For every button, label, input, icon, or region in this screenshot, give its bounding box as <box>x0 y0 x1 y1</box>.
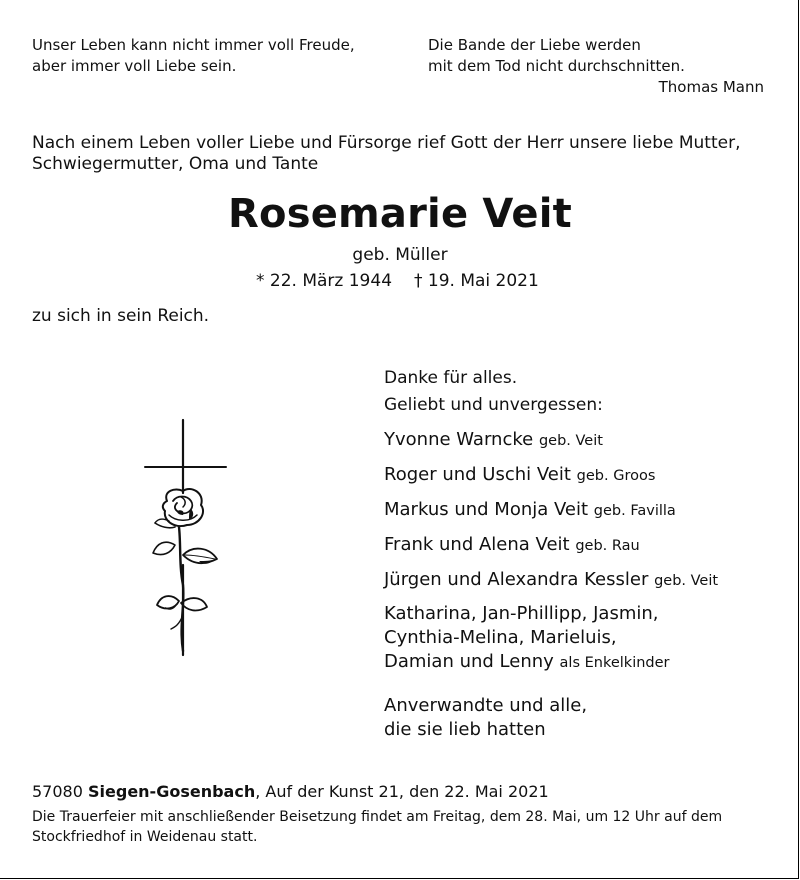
thanks-text: Danke für alles. <box>384 368 518 388</box>
grandchildren-line2: Cynthia-Melina, Marieluis, <box>384 627 617 648</box>
intro-line2: Schwiegermutter, Oma und Tante <box>32 154 319 174</box>
mourner-row <box>384 568 718 593</box>
intro-line1: Nach einem Leben voller Liebe und Fürsorge rief Gott der Herr unsere liebe Mutter, <box>32 133 741 153</box>
mourner-name: Roger und Uschi Veit <box>384 464 571 485</box>
mourner-note: geb. Groos <box>576 468 656 484</box>
mourner-row <box>384 533 640 558</box>
funeral-notice-line1: Die Trauerfeier mit anschließender Beisetzung findet am Freitag, dem 28. Mai, um 12 Uhr auf dem <box>32 809 723 825</box>
address-line <box>32 782 549 802</box>
funeral-notice <box>32 807 722 847</box>
relatives-line2: die sie lieb hatten <box>384 719 546 740</box>
mourner-row <box>384 498 676 523</box>
outro-text: zu sich in sein Reich. <box>32 306 210 326</box>
quote-right <box>428 35 685 77</box>
quote-right-line2: mit dem Tod nicht durchschnitten. <box>428 57 685 75</box>
funeral-notice-line2: Stockfriedhof in Weidenau statt. <box>32 829 258 845</box>
mourner-name: Yvonne Warncke <box>384 429 534 450</box>
cross-with-rose-icon <box>135 415 240 660</box>
mourner-row <box>384 463 655 488</box>
address-rest: , Auf der Kunst 21, den 22. Mai 2021 <box>255 782 549 801</box>
grandchildren-names: Damian und Lenny <box>384 651 554 672</box>
town-name: Siegen-Gosenbach <box>88 782 256 801</box>
mourner-name: Jürgen und Alexandra Kessler <box>384 569 649 590</box>
mourner-name: Markus und Monja Veit <box>384 499 589 520</box>
remembered-text: Geliebt und unvergessen: <box>384 395 603 415</box>
mourner-note: geb. Favilla <box>593 503 676 519</box>
quote-left-line1: Unser Leben kann nicht immer voll Freude, <box>32 36 355 54</box>
grandchildren-line3 <box>384 650 670 675</box>
quote-left-line2: aber immer voll Liebe sein. <box>32 57 237 75</box>
mourner-note: geb. Veit <box>538 433 603 449</box>
quote-left <box>32 35 355 77</box>
postcode: 57080 <box>32 782 83 801</box>
relatives-line1: Anverwandte und alle, <box>384 695 588 716</box>
maiden-name: geb. Müller <box>352 245 448 265</box>
grandchildren-line1: Katharina, Jan-Phillipp, Jasmin, <box>384 603 659 624</box>
mourner-note: geb. Rau <box>575 538 640 554</box>
mourner-note: geb. Veit <box>654 573 719 589</box>
mourner-row <box>384 428 603 453</box>
quote-author: Thomas Mann <box>658 78 764 96</box>
death-date: † 19. Mai 2021 <box>414 271 539 291</box>
quote-right-line1: Die Bande der Liebe werden <box>428 36 641 54</box>
grandchildren-note: als Enkelkinder <box>559 655 670 671</box>
intro-text <box>32 133 741 175</box>
grandchildren-block <box>384 602 670 675</box>
deceased-name: Rosemarie Veit <box>228 191 572 237</box>
relatives-block <box>384 694 587 742</box>
mourner-name: Frank und Alena Veit <box>384 534 570 555</box>
birth-date: * 22. März 1944 <box>256 271 393 291</box>
